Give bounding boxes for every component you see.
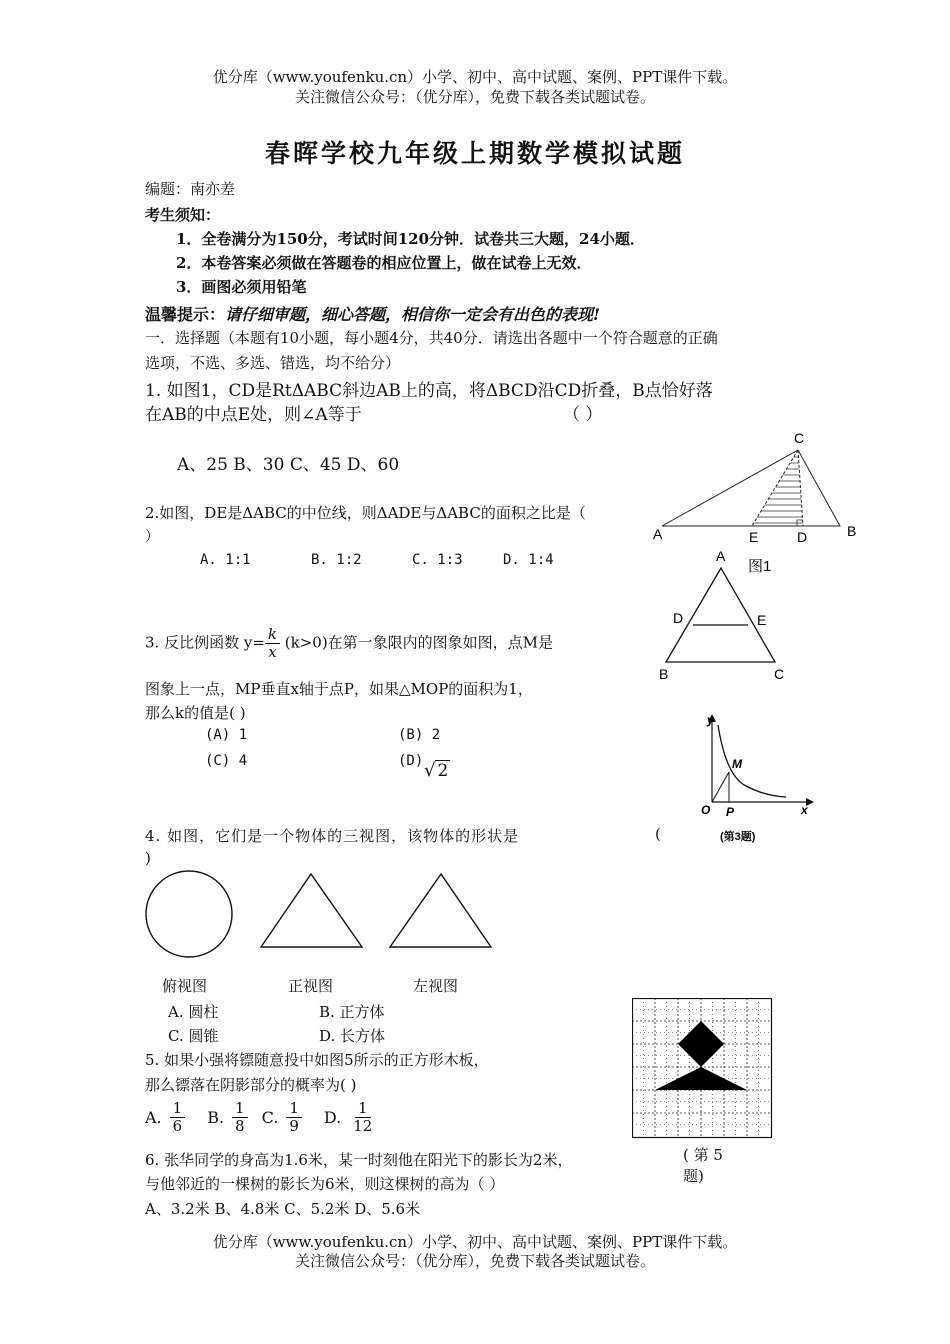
q5-option-c-den: 9 <box>289 1117 299 1135</box>
fig5-caption-2: 题) <box>683 1167 704 1185</box>
fig2-label-C: C <box>774 666 785 682</box>
fig2-label-A: A <box>716 548 726 564</box>
header-line-2: 关注微信公众号：（优分库），免费下载各类试题试卷。 <box>294 88 655 106</box>
shaded-diamond <box>678 1021 724 1067</box>
q4-option-d: D. 长方体 <box>319 1027 386 1045</box>
q5-option-d-num: 1 <box>355 1100 371 1118</box>
q5-line-2: 那么镖落在阴影部分的概率为( ) <box>145 1076 357 1094</box>
q3-option-c: (C) 4 <box>205 753 248 769</box>
q3-option-d: (D) <box>398 753 424 769</box>
fig1-label-D: D <box>797 529 808 545</box>
q5-line-1: 5. 如果小强将镖随意投中如图5所示的正方形木板， <box>145 1051 489 1069</box>
q2-option-c: C. 1:3 <box>412 552 463 568</box>
q3-frac-den: x <box>268 643 277 661</box>
tip-line <box>145 302 600 325</box>
q2-option-b: B. 1:2 <box>311 552 362 568</box>
editor-line: 编题：南亦差 <box>145 180 236 198</box>
q3-option-b: (B) 2 <box>398 727 441 743</box>
figure-5-board <box>632 998 774 1140</box>
q5-options <box>145 1100 372 1135</box>
footer-line-1: 优分库（www.youfenku.cn）小学、初中、高中试题、案例、PPT课件下载。 <box>212 1233 738 1251</box>
q5-option-c-num: 1 <box>286 1100 302 1118</box>
fig1-label-E: E <box>749 529 759 545</box>
fig3-label-O: O <box>701 803 711 817</box>
top-view-circle <box>146 871 232 957</box>
fig1-label-B: B <box>847 523 857 539</box>
footer-line-2: 关注微信公众号：（优分库），免费下载各类试题试卷。 <box>294 1252 655 1270</box>
q2-line-1: 2.如图，DE是ΔABC的中位线，则ΔADE与ΔABC的面积之比是（ <box>145 504 586 522</box>
q4-option-a: A. 圆柱 <box>168 1003 219 1021</box>
q4-option-b: B. 正方体 <box>319 1003 385 1021</box>
q4-line-2: ) <box>145 849 151 867</box>
q2-line-2: ） <box>145 529 159 545</box>
view-label-front: 正视图 <box>288 977 334 995</box>
q3-line-3: 那么k的值是( ) <box>145 704 246 722</box>
q3-frac-num: k <box>265 626 280 644</box>
q3-option-d-sqrt: √ 2 <box>424 760 449 781</box>
q3-line-1 <box>145 626 553 661</box>
q5-option-a-den: 6 <box>172 1117 183 1135</box>
q3-line-2: 图象上一点，MP垂直x轴于点P，如果△MOP的面积为1， <box>145 680 533 698</box>
q4-line-1: 4. 如图，它们是一个物体的三视图，该物体的形状是 <box>145 827 520 845</box>
fig1-label-A: A <box>653 526 663 542</box>
fig3-om <box>712 772 729 802</box>
three-views-figure <box>140 868 510 958</box>
fig3-label-P: P <box>726 805 735 819</box>
tip-label: 温馨提示： <box>145 305 226 324</box>
section1-line-2: 选项，不选、多选、错选，均不给分） <box>145 354 401 372</box>
fig1-altitude <box>798 450 803 526</box>
q3-pre: 3. 反比例函数 y= <box>145 633 265 652</box>
q6-options: A、3.2米 B、4.8米 C、5.2米 D、5.6米 <box>145 1200 421 1218</box>
notice-item-1: 1．全卷满分为150分，考试时间120分钟．试卷共三大题，24小题． <box>176 230 645 248</box>
front-view-triangle <box>261 874 362 947</box>
q5-option-d-den: 12 <box>353 1117 373 1135</box>
q1-options: A、25 B、30 C、45 D、60 <box>177 455 400 475</box>
fig1-fold-line <box>752 450 798 526</box>
fig1-triangle <box>662 450 840 526</box>
q6-line-1: 6. 张华同学的身高为1.6米，某一时刻他在阳光下的影长为2米， <box>145 1151 573 1169</box>
q5-option-a-label: A. <box>145 1108 162 1127</box>
fig2-label-B: B <box>659 666 669 682</box>
fig3-label-y: y <box>707 713 714 727</box>
fig2-label-E: E <box>757 612 767 628</box>
section1-line-1: 一．选择题（本题有10小题，每小题4分，共40分．请选出各题中一个符合题意的正确 <box>145 329 718 347</box>
figure-2 <box>655 545 790 685</box>
header-line-1: 优分库（www.youfenku.cn）小学、初中、高中试题、案例、PPT课件下载。 <box>212 68 738 86</box>
notice-item-3: 3．画图必须用铅笔 <box>176 278 307 296</box>
q3-option-a: (A) 1 <box>205 727 248 743</box>
q5-option-c-label: C. <box>261 1108 279 1127</box>
q5-option-b-num: 1 <box>232 1100 248 1118</box>
q4-option-c: C. 圆锥 <box>168 1027 219 1045</box>
q5-option-a-num: 1 <box>170 1100 186 1118</box>
side-view-triangle <box>390 874 491 947</box>
view-label-side: 左视图 <box>413 977 459 995</box>
fig3-label-x: x <box>801 803 808 817</box>
q3-post: (k>0)在第一象限内的图象如图，点M是 <box>280 633 554 652</box>
fig3-label-M: M <box>732 757 742 771</box>
q5-option-b-label: B. <box>207 1108 225 1127</box>
q6-line-2: 与他邻近的一棵树的影长为6米，则这棵树的高为（ ） <box>145 1175 505 1193</box>
page-title: 春晖学校九年级上期数学模拟试题 <box>264 139 685 168</box>
figure-3 <box>690 710 815 850</box>
q1-paren: （ ） <box>563 405 603 425</box>
notice-heading: 考生须知： <box>145 206 221 224</box>
q4-paren-open: ( <box>655 825 661 843</box>
view-label-top: 俯视图 <box>162 977 208 995</box>
q2-option-d: D. 1:4 <box>503 552 554 568</box>
notice-item-2: 2．本卷答案必须做在答题卷的相应位置上，做在试卷上无效． <box>176 254 592 272</box>
q5-option-d-label: D. <box>323 1108 342 1127</box>
q1-line-2: 在AB的中点E处，则∠A等于 <box>145 405 362 425</box>
fig2-label-D: D <box>673 610 684 626</box>
q2-option-a: A. 1:1 <box>200 552 251 568</box>
fig3-curve <box>718 725 786 797</box>
fig1-caption: 图1 <box>748 558 772 575</box>
fig5-caption-1: ( 第 5 <box>683 1146 723 1164</box>
tip-text: 请仔细审题，细心答题，相信你一定会有出色的表现! <box>225 305 601 324</box>
fig3-caption: (第3题) <box>720 831 756 843</box>
fig1-label-C: C <box>794 430 805 446</box>
q5-option-b-den: 8 <box>235 1117 245 1135</box>
q1-line-1: 1. 如图1，CD是RtΔABC斜边AB上的高，将ΔBCD沿CD折叠，B点恰好落 <box>145 381 713 401</box>
q3-option-d-value: 2 <box>437 761 449 781</box>
